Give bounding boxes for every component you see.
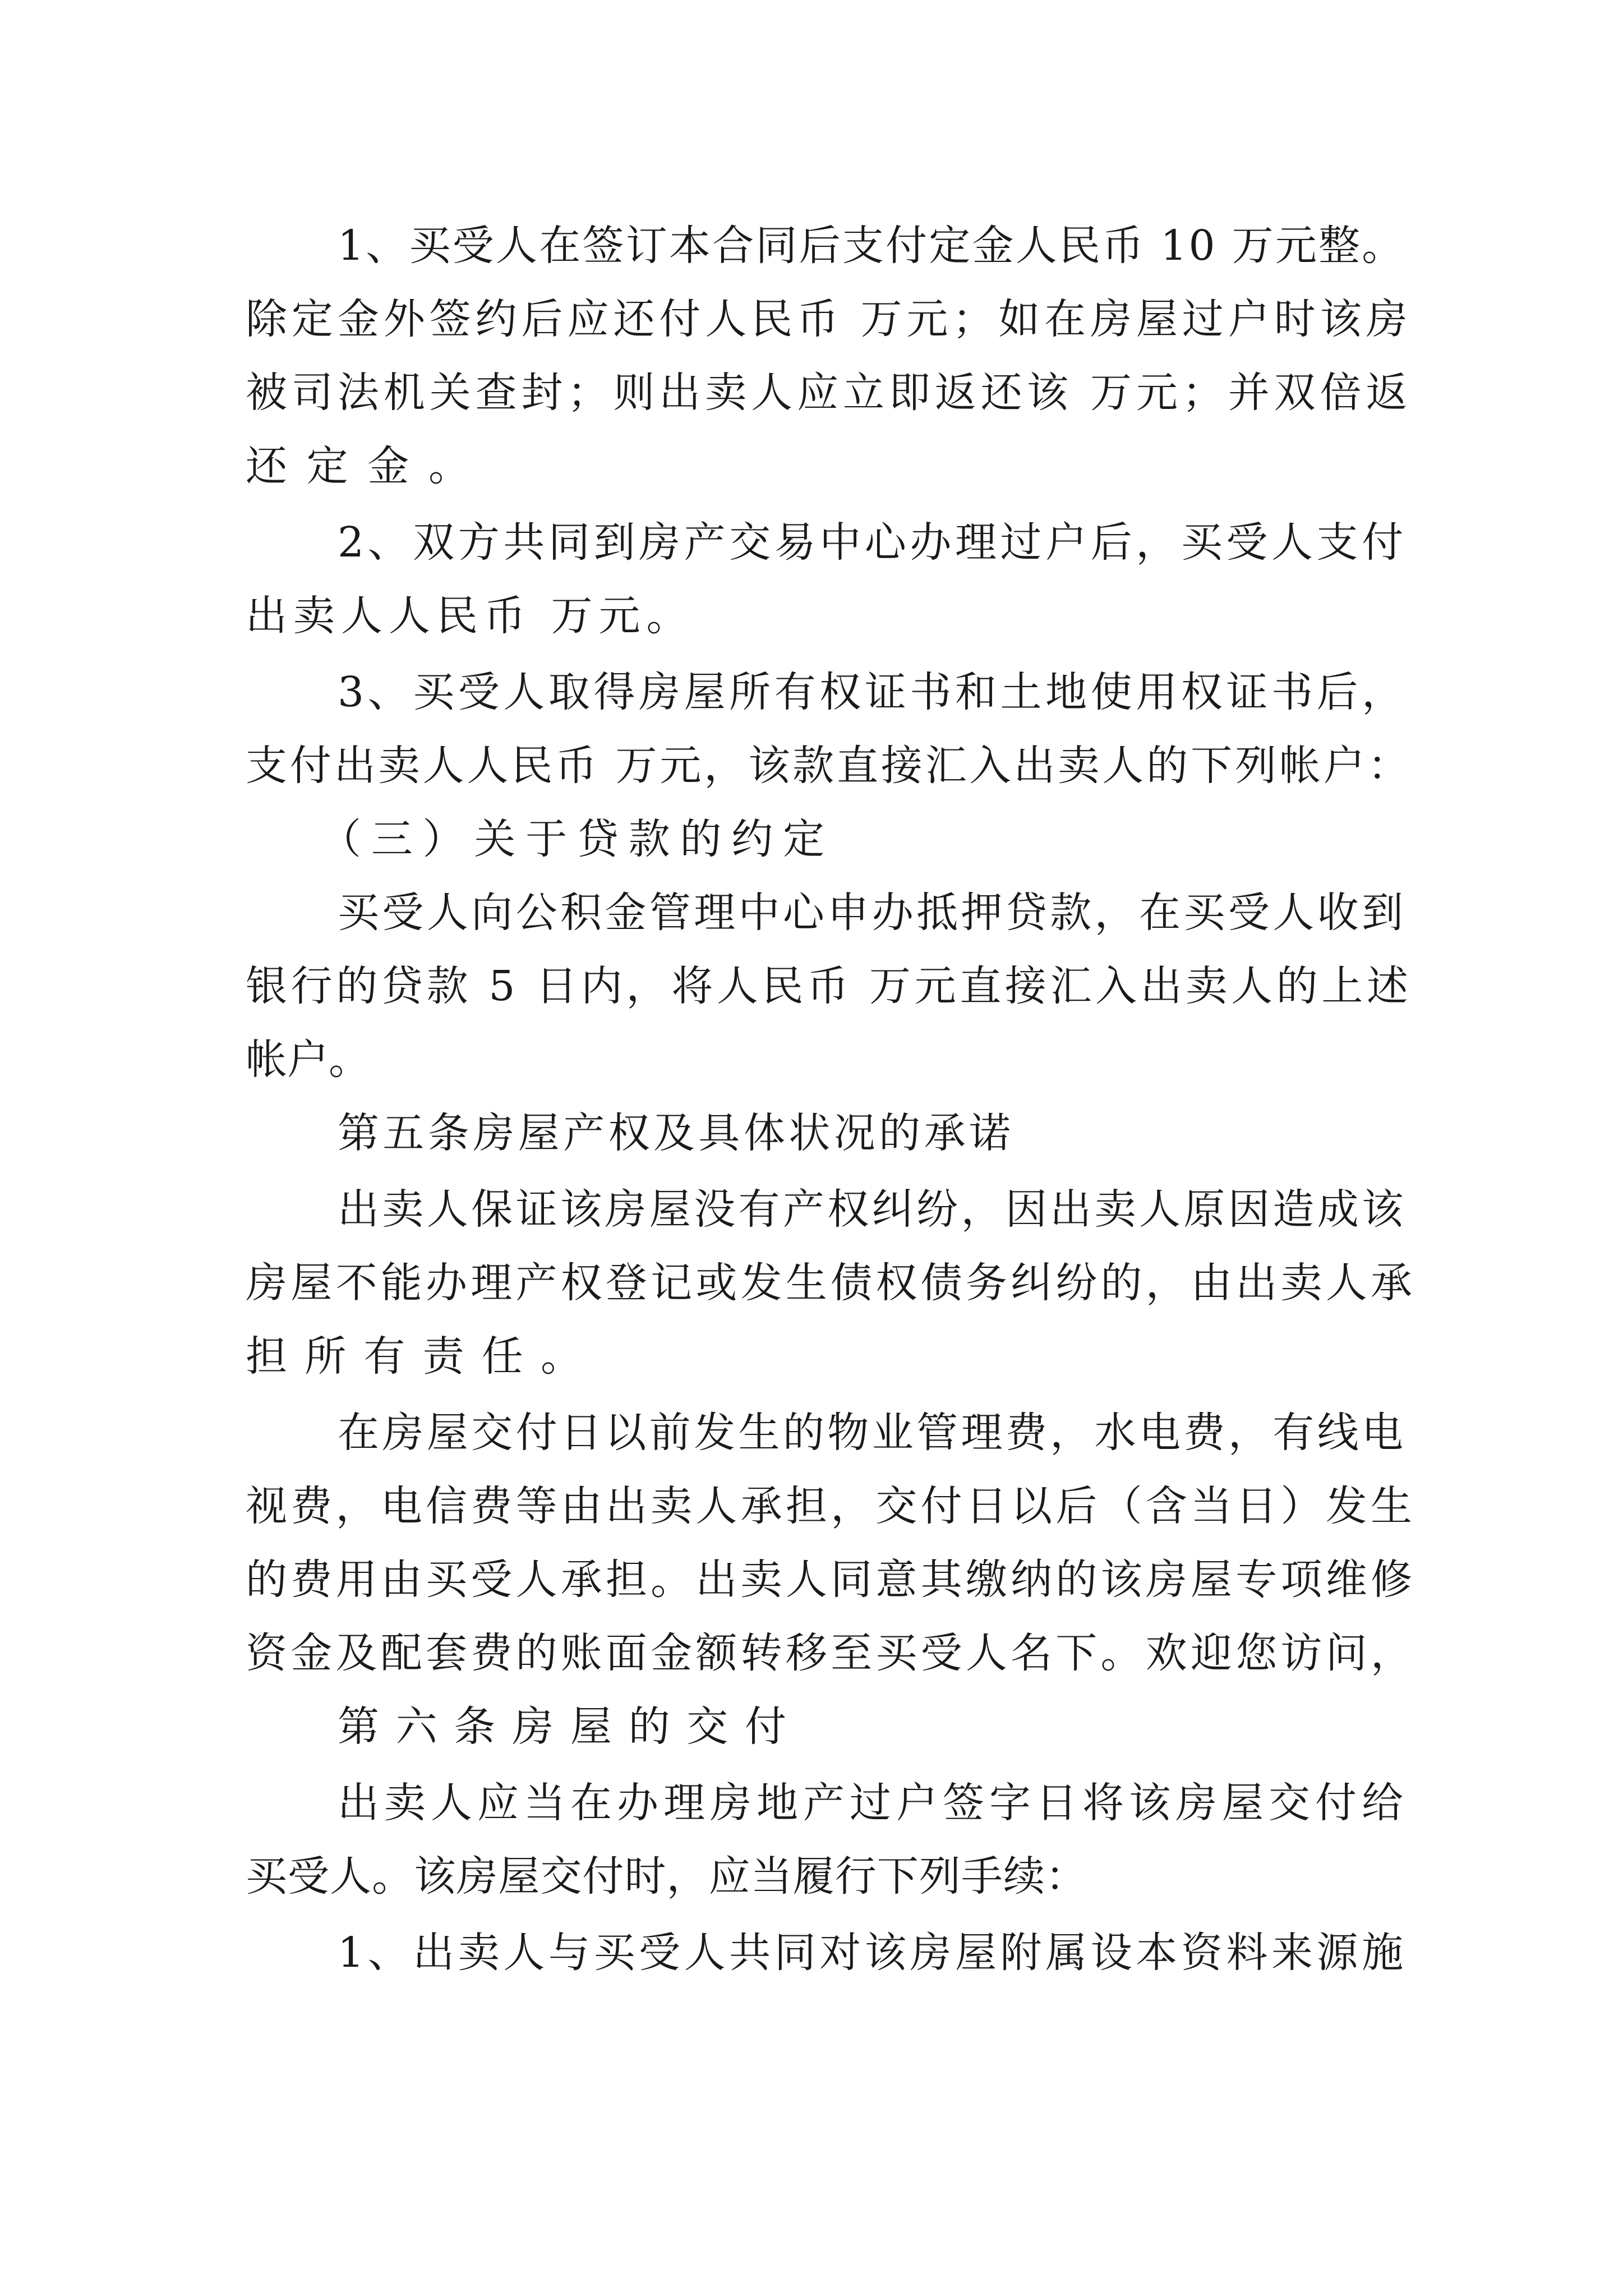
text-line: 出卖人保证该房屋没有产权纠纷，因出卖人原因造成该 bbox=[338, 1185, 1407, 1234]
text-line: 1、买受人在签订本合同后支付定金人民币 10 万元整。 bbox=[338, 222, 1405, 270]
text-line: 买受人向公积金管理中心申办抵押贷款，在买受人收到 bbox=[338, 889, 1407, 937]
text-line: 除定金外签约后应还付人民币 万元；如在房屋过户时该房 bbox=[246, 295, 1412, 343]
text-line: 出卖人应当在办理房地产过户签字日将该房屋交付给 bbox=[338, 1779, 1408, 1827]
text-line: 房屋不能办理产权登记或发生债权债务纠纷的，由出卖人承 bbox=[246, 1259, 1416, 1307]
text-line: 担所有责任。 bbox=[246, 1332, 600, 1381]
text-line: 3、买受人取得房屋所有权证书和土地使用权证书后， bbox=[338, 668, 1407, 716]
text-line: 视费，电信费等由出卖人承担，交付日以后（含当日）发生 bbox=[246, 1482, 1416, 1530]
text-line: 银行的贷款 5 日内，将人民币 万元直接汇入出卖人的上述 bbox=[246, 962, 1412, 1010]
text-line: 在房屋交付日以前发生的物业管理费，水电费，有线电 bbox=[338, 1409, 1407, 1457]
text-line: 2、双方共同到房产交易中心办理过户后，买受人支付 bbox=[338, 518, 1407, 567]
text-line: 1、出卖人与买受人共同对该房屋附属设本资料来源施 bbox=[338, 1929, 1407, 1977]
text-line: 被司法机关查封；则出卖人应立即返还该 万元；并双倍返 bbox=[246, 369, 1412, 417]
text-line: 帐户。 bbox=[246, 1036, 370, 1084]
text-line: 资金及配套费的账面金额转移至买受人名下。欢迎您访问， bbox=[246, 1629, 1416, 1677]
article-heading: 第五条房屋产权及具体状况的承诺 bbox=[338, 1109, 1015, 1157]
section-heading: （三）关于贷款的约定 bbox=[320, 815, 834, 863]
text-line: 支付出卖人人民币 万元，该款直接汇入出卖人的下列帐户： bbox=[246, 742, 1412, 790]
text-line: 还定金。 bbox=[246, 442, 490, 490]
article-heading: 第六条房屋的交付 bbox=[338, 1703, 803, 1751]
text-line: 买受人。该房屋交付时，应当履行下列手续： bbox=[246, 1852, 1088, 1901]
text-line: 的费用由买受人承担。出卖人同意其缴纳的该房屋专项维修 bbox=[246, 1556, 1416, 1604]
text-line: 出卖人人民币 万元。 bbox=[246, 592, 694, 640]
